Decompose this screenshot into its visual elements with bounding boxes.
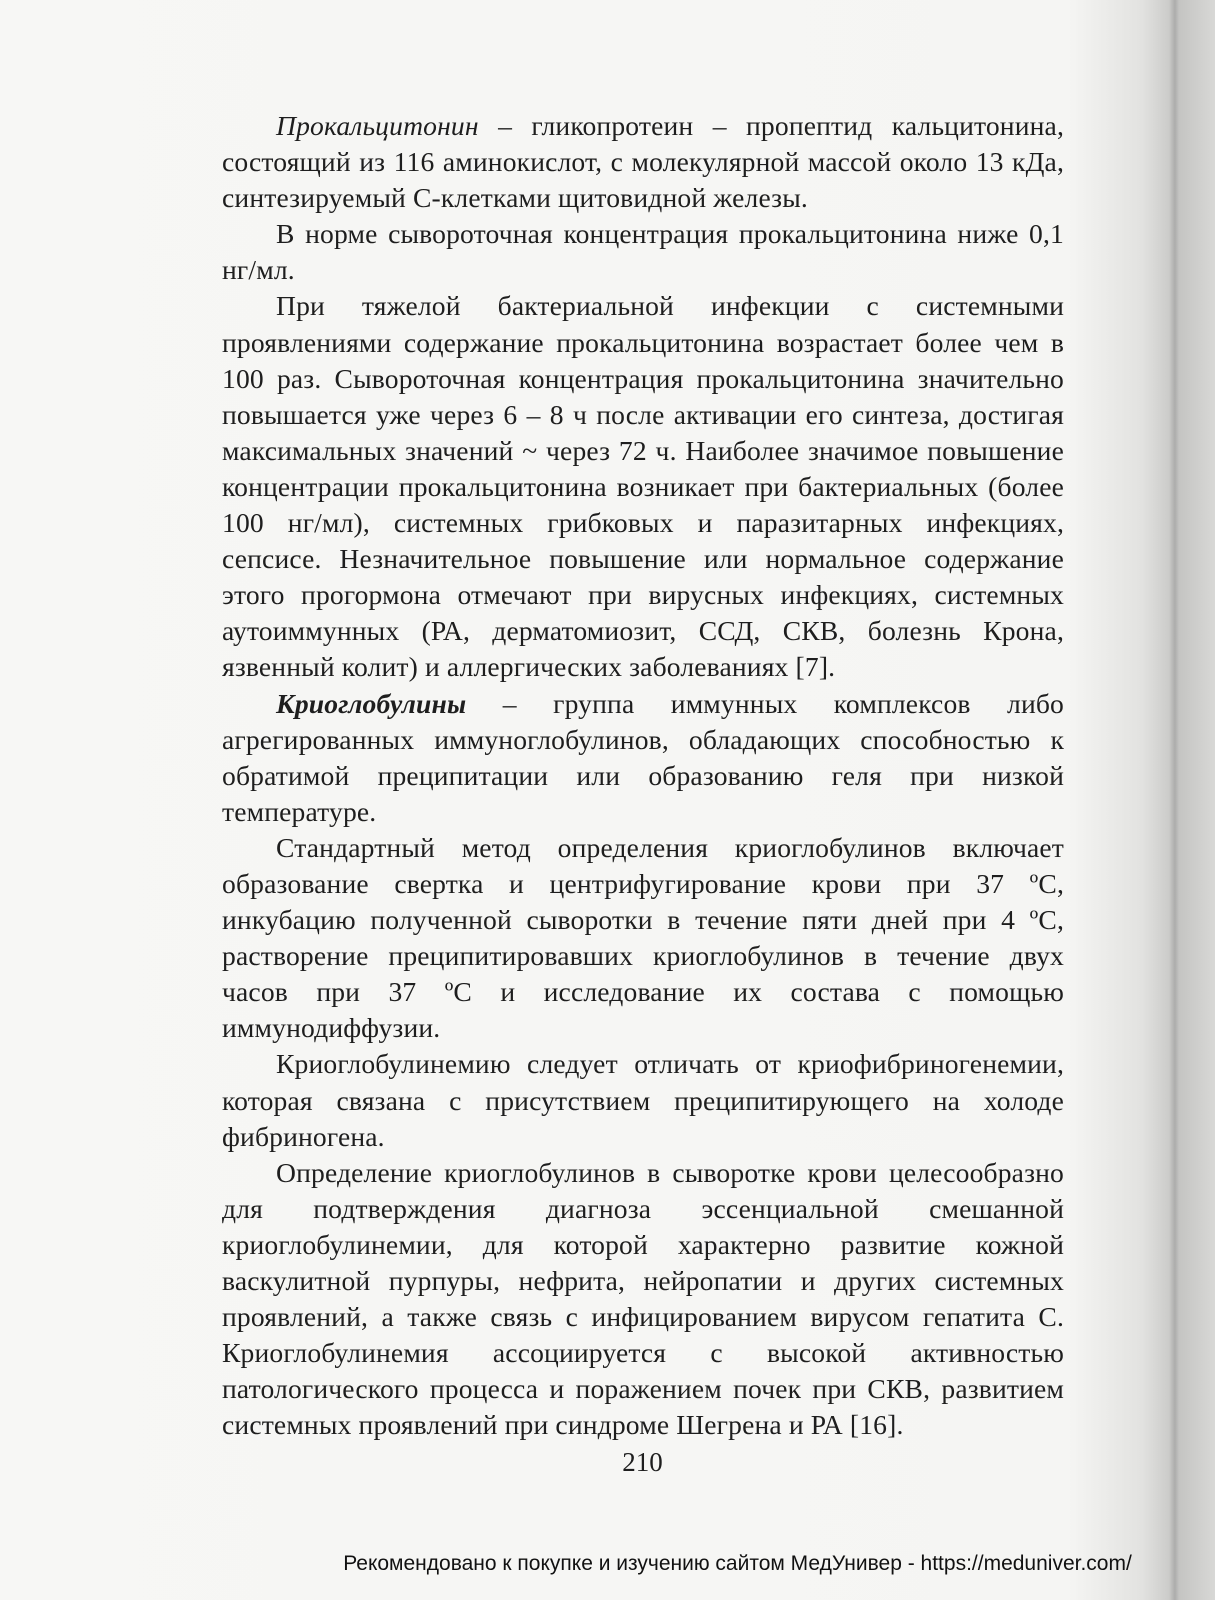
paragraph-procalcitonin-infection	[222, 288, 1064, 685]
paragraph-text: – группа иммунных комплексов либо агрегированных иммуноглобулинов, обладающих способностью к обратимой преципитации или образованию геля при низкой температуре.	[222, 687, 1064, 827]
page-curl-shadow	[1169, 0, 1179, 1600]
page-number: 210	[622, 1447, 663, 1477]
term-procalcitonin: Прокальцитонин	[276, 110, 479, 141]
paragraph-procalcitonin-norm	[222, 216, 1064, 288]
paragraph-text: Стандартный метод определения криоглобулинов включает образование свертка и центрифугирование крови при 37 ºС, инкубацию полученной сыворотки в течение пяти дней при 4 ºС, растворение преципитировавших криоглобулинов в течение двух часов при 37 ºС и исследование их состава с помощью иммунодиффузии.	[222, 831, 1064, 1044]
paragraph-text: – гликопротеин – пропептид кальцитонина, состоящий из 116 аминокислот, с молекулярной массой около 13 кДа, синтезируемый С-клетками щитовидной железы.	[222, 110, 1064, 214]
paragraph-cryoglobulins-definition	[222, 686, 1064, 830]
footer-watermark-text: Рекомендовано к покупке и изучению сайтом МедУнивер - https://meduniver.com/	[343, 1552, 1132, 1575]
term-cryoglobulins: Криоглобулины	[276, 687, 467, 719]
paragraph-text: Криоглобулинемию следует отличать от криофибриногенемии, которая связана с присутствием преципитирующего на холоде фибриногена.	[222, 1048, 1064, 1152]
paragraph-cryoglobulins-method	[222, 830, 1064, 1047]
paragraph-cryofibrinogenemia	[222, 1046, 1064, 1154]
paragraph-text: Определение криоглобулинов в сыворотке крови целесообразно для подтверждения диагноза эссенциальной смешанной криоглобулинемии, для которой характерно развитие кожной васкулитной пурпуры, нефрита, нейропатии и других системных проявлений, а также связь с инфицированием вирусом гепатита С. Криоглобулинемия ассоциируется с высокой активностью патологического процесса и поражением почек при СКВ, развитием системных проявлений при синдроме Шегрена и РА [16].	[222, 1156, 1064, 1441]
body-text	[222, 108, 1064, 1443]
paragraph-procalcitonin-definition	[222, 108, 1064, 216]
paragraph-cryoglobulins-diagnosis	[222, 1155, 1064, 1444]
paragraph-text: При тяжелой бактериальной инфекции с системными проявлениями содержание прокальцитонина возрастает более чем в 100 раз. Сывороточная концентрация прокальцитонина значительно повышается уже через 6 – 8 ч после активации его синтеза, достигая максимальных значений ~ через 72 ч. Наиболее значимое повышение концентрации прокальцитонина возникает при бактериальных (более 100 нг/мл), системных грибковых и паразитарных инфекциях, сепсисе. Незначительное повышение или нормальное содержание этого прогормона отмечают при вирусных инфекциях, системных аутоиммунных (РА, дерматомиозит, ССД, СКВ, болезнь Крона, язвенный колит) и аллергических заболеваниях [7].	[222, 290, 1064, 683]
paragraph-text: В норме сывороточная концентрация прокальцитонина ниже 0,1 нг/мл.	[222, 218, 1064, 286]
